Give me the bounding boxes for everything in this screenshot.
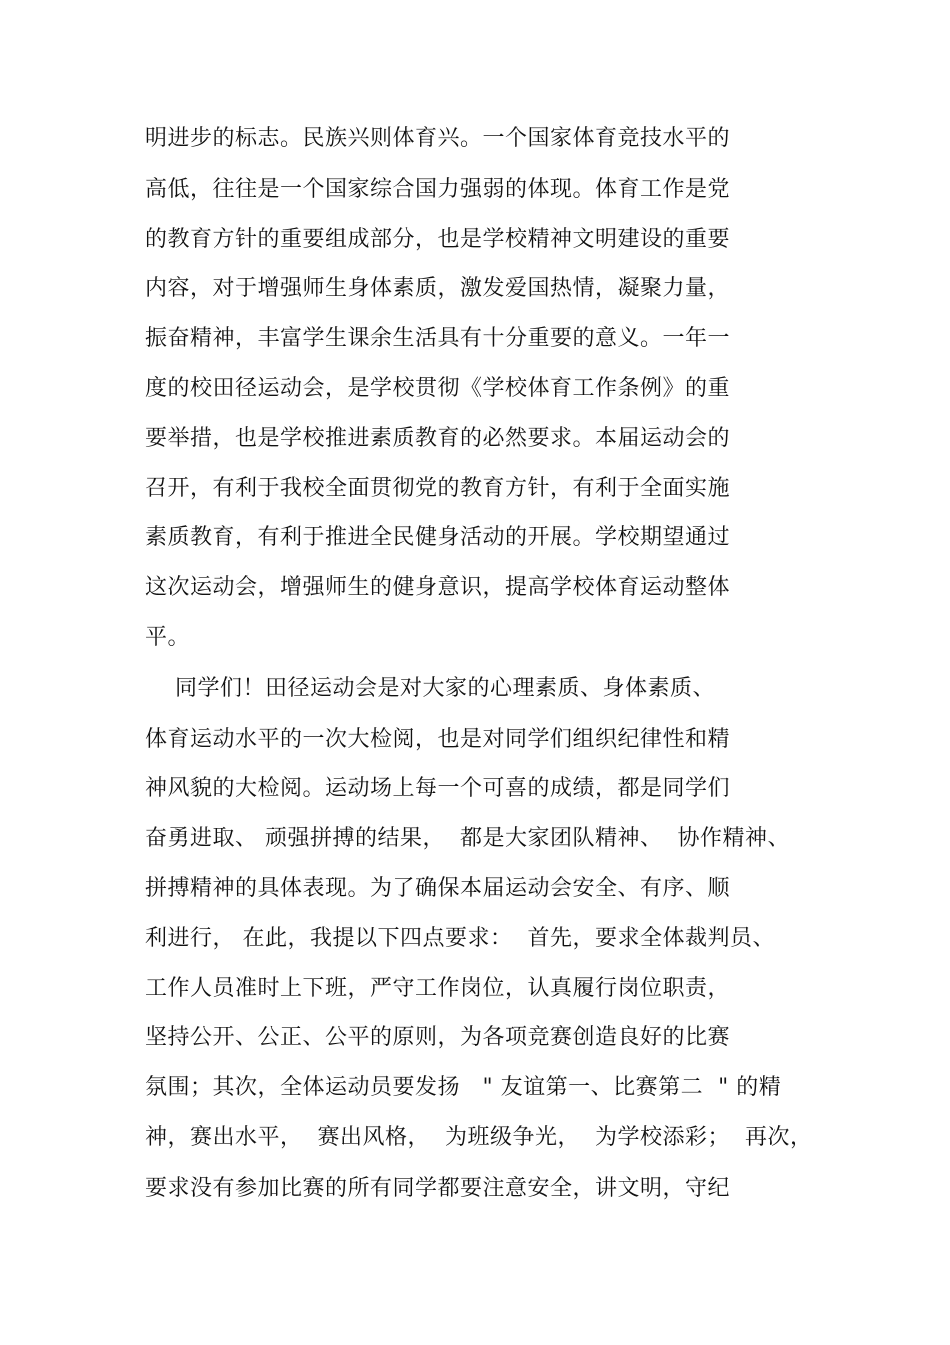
text-line: 的教育方针的重要组成部分，也是学校精神文明建设的重要 — [145, 227, 731, 252]
text-line: 奋勇进取、 顽强拼搏的结果， 都是大家团队精神、 协作精神、 — [145, 826, 790, 851]
text-line: 拼搏精神的具体表现。为了确保本届运动会安全、有序、顺 — [145, 876, 731, 901]
text-line: 内容，对于增强师生身体素质，激发爱国热情，凝聚力量， — [145, 276, 731, 301]
text-line: 高低，往往是一个国家综合国力强弱的体现。体育工作是党 — [145, 177, 731, 202]
text-line: 神风貌的大检阅。运动场上每一个可喜的成绩，都是同学们 — [145, 776, 731, 801]
text-line: 平。 — [145, 625, 191, 650]
text-line: 要举措，也是学校推进素质教育的必然要求。本届运动会的 — [145, 426, 731, 451]
text-line: 度的校田径运动会，是学校贯彻《学校体育工作条例》的重 — [145, 376, 731, 401]
text-line: 利进行， 在此，我提以下四点要求： 首先，要求全体裁判员、 — [145, 926, 775, 951]
text-line: 这次运动会，增强师生的健身意识，提高学校体育运动整体 — [145, 575, 731, 600]
text-line: 召开，有利于我校全面贯彻党的教育方针，有利于全面实施 — [145, 476, 731, 501]
text-line: 体育运动水平的一次大检阅，也是对同学们组织纪律性和精 — [145, 727, 731, 752]
text-line: 氛围；其次，全体运动员要发扬 " 友谊第一、比赛第二 " 的精 — [145, 1075, 782, 1100]
text-line: 同学们！田径运动会是对大家的心理素质、身体素质、 — [145, 676, 715, 701]
text-line: 振奋精神，丰富学生课余生活具有十分重要的意义。一年一 — [145, 326, 731, 351]
text-line: 要求没有参加比赛的所有同学都要注意安全，讲文明，守纪 — [145, 1176, 731, 1201]
text-line: 明进步的标志。民族兴则体育兴。一个国家体育竞技水平的 — [145, 126, 731, 151]
text-line: 神，赛出水平， 赛出风格， 为班级争光， 为学校添彩； 再次， — [145, 1125, 813, 1150]
text-line: 素质教育，有利于推进全民健身活动的开展。学校期望通过 — [145, 525, 731, 550]
text-line: 工作人员准时上下班，严守工作岗位，认真履行岗位职责， — [145, 976, 731, 1001]
text-line: 坚持公开、公正、公平的原则，为各项竞赛创造良好的比赛 — [145, 1025, 731, 1050]
